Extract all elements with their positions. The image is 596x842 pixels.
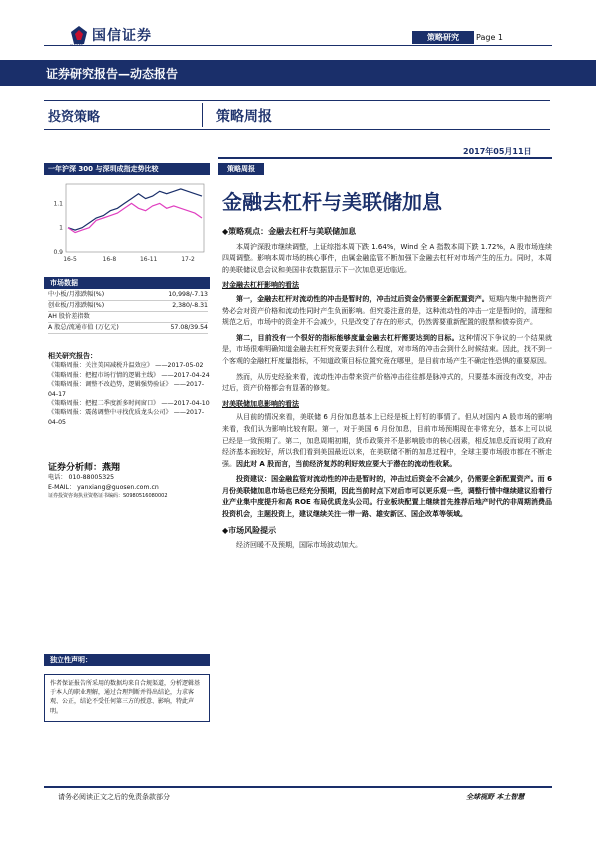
report-type-band (0, 60, 596, 86)
header-divider (44, 45, 552, 46)
disclaimer-box: 作者保证报告所采用的数据均来自合规渠道，分析逻辑基于本人的职业理解，通过合理判断并得出结论，力求客观、公正，结论不受任何第三方的授意、影响，特此声明。 (44, 674, 210, 722)
analyst-info (48, 464, 210, 502)
section-separator (202, 103, 203, 127)
market-row: 创业板/月涨跌幅(%) 2,380/-8.31 (48, 301, 208, 312)
y-tick-label: 1.1 (53, 200, 63, 208)
footer-slogan: 全球视野 本土智慧 (466, 793, 525, 801)
related-item[interactable]: 《策略周报：调整不改趋势，逻辑强势验证》 ——2017-04-17 (48, 381, 205, 398)
bullet-heading: ◆市场风险提示 (222, 525, 277, 535)
related-item[interactable]: 《策略周报：把握市场行情的逻辑主线》 ——2017-04-24 (48, 371, 210, 379)
chart-title: 一年沪深 300 与深圳成指走势比较 (44, 163, 210, 175)
main-body (222, 226, 552, 556)
paragraph: 本周沪深股市继续调整，上证综指本周下跌 1.64%，Wind 全 A 指数本周下跌 1.72%，A 股市场连续四周调整。影响本周市场的核心事件，由属金融监管不断加强下金融去杠杆对市场产生的压力。同时，本周的美联储议息会议和美国非农数据显示下一次加息更近临近。 (222, 242, 552, 274)
guosen-logo-icon (70, 25, 88, 45)
paragraph: 经济回暖不及预期，国际市场波动加大。 (236, 541, 362, 550)
analyst-email[interactable]: E-MAIL： yanxiang@guosen.com.cn (48, 483, 159, 491)
main-title: 金融去杠杆与美联储加息 (222, 190, 442, 214)
x-tick-label: 16-8 (102, 256, 117, 263)
x-tick-label: 16-11 (139, 256, 158, 263)
related-item[interactable]: 《策略周报：关注美国减税升温效应》 ——2017-05-02 (48, 362, 204, 370)
related-head: 相关研究报告： (48, 352, 97, 360)
y-tick-label: 0.9 (53, 249, 63, 256)
brand-name: 国信证券 (92, 28, 152, 44)
column-tag: 策略周报 (218, 163, 264, 175)
market-row: 中小板/月涨跌幅(%) 10,998/-7.13 (48, 290, 208, 301)
y-tick-label: 1 (59, 224, 63, 232)
disclaimer-head: 独立性声明： (44, 654, 210, 666)
report-date: 2017年05月11日 (463, 147, 532, 156)
market-row: AH 股价差指数 (48, 312, 208, 323)
analyst-label: 证券分析师： (48, 463, 103, 473)
paragraph: 从目前的情况来看，美联储 6 月份加息基本上已经是板上钉钉的事情了。但从对国内 A 股市场的影响来看，我们认为影响比较有限。第一，对于美国 6 月份加息，目前市场预期现在非常充分，基本上可以说已经是一致预期了。第二，加息周期初期，货币政策并不是影响股市的核心因素，相反加息反而说明了政府经济基本面较好，所以我们看到美国最近以来，在美联储不断的加息过程中，全球主要市场股市都在不断走强。因此对 A 股而言，当前经济复苏的利好效应要大于潜在的流动性收紧。 (222, 413, 552, 468)
header-tag: 策略研究 (412, 31, 474, 44)
date-divider (218, 157, 552, 159)
x-tick-label: 16-5 (63, 256, 77, 263)
related-item[interactable]: 《策略周报：震荡调整中寻找优质龙头公司》 ——2017-04-05 (48, 409, 205, 426)
section-right: 策略周报 (216, 109, 272, 125)
analyst-cert: 证券投资咨询执业资格证书编码：S0980516080002 (48, 493, 168, 500)
market-data-head: 市场数据 (44, 277, 210, 289)
bullet-heading: ◆策略观点：金融去杠杆与美联储加息 (222, 227, 357, 236)
sub-heading: 对金融去杠杆影响的看法 (222, 281, 299, 290)
section-left: 投资策略 (48, 110, 101, 125)
analyst-name: 燕翔 (102, 463, 121, 473)
plot-frame (66, 184, 204, 252)
report-type: 证券研究报告—动态报告 (46, 67, 179, 81)
page-number: Page 1 (476, 33, 503, 42)
series-line (68, 203, 202, 232)
market-table (48, 290, 208, 334)
section-band (44, 100, 550, 130)
x-tick-label: 17-2 (181, 256, 195, 263)
footer-divider (44, 786, 552, 788)
analyst-phone: 电话： 010-88005325 (48, 474, 115, 482)
paragraph: 然而，从历史经验来看，流动性冲击带来资产价格冲击往往都是脉冲式的，只要基本面没有改变，冲击过后，资产价格都会有显著的修复。 (222, 372, 552, 393)
footer-note: 请务必阅读正文之后的免责条款部分 (58, 793, 170, 801)
paragraph: 第一，金融去杠杆对流动性的冲击是暂时的，冲击过后资金仍需要全新配置资产。短期内集中抛售资产势必会对资产价格和流动性同时产生负面影响。但究委注意的是，这种流动性的冲击一定是暂时的，清理和规范之后，市场中的资金并不会减少，只是改变了存在的形式，仍然需要重新配置的股票和债券资产。 (222, 294, 553, 327)
market-row: A 股总/流通市值 (万亿元) 57.08/39.54 (48, 323, 208, 334)
sub-heading: 对美联储加息影响的看法 (222, 399, 299, 408)
paragraph: 投资建议：国金融监管对流动性的冲击是暂时的，冲击过后资金不会减少，仍需要全新配置资产。而 6 月份美联储加息市场也已经充分预期，因此当前时点下对后市可以更乐观一些，调整行情中继续建议沿着行业产业集中度提升和高 ROE 布局优质龙头公司。行业板块配置上继续首先推荐后地产时代的非周期消费品投资机会，主题投资上，建议继续关注一带一路、雄安新区、国企改革等领域。 (222, 475, 552, 519)
related-item[interactable]: 《策略周报：把握二季度新多时间窗口》 ——2017-04-10 (48, 400, 210, 408)
paragraph: 第二，目前没有一个很好的指标能够度量金融去杠杆需要达到的目标。这种情况下争议的一个结果就是，市场很难明确知道金融去杠杆究竟要去到什么程度，对市场的冲击会到什么时候结束。因此，找不到一个客观的金融杠杆度量指标，不知道政策目标位置究竟在哪里，是目前市场产生不确定性恐惧的重要原因。 (222, 333, 553, 365)
series-line (68, 189, 202, 230)
related-reports (48, 352, 210, 427)
trend-chart (44, 178, 210, 268)
